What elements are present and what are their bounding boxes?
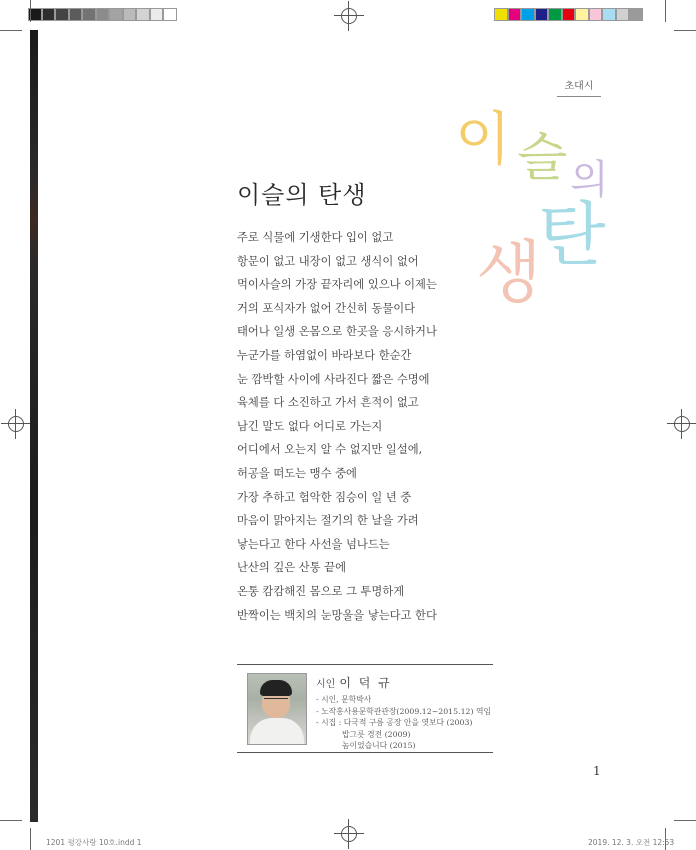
grayscale-swatch — [150, 8, 164, 21]
poem-line: 반짝이는 백치의 눈망울을 낳는다고 한다 — [237, 608, 437, 622]
color-bar — [494, 8, 643, 21]
grayscale-swatch — [42, 8, 56, 21]
color-swatch — [629, 8, 643, 21]
poem-line: 남긴 말도 없다 어디로 가는지 — [237, 419, 383, 433]
crop-mark — [674, 820, 696, 821]
poem-line: 눈 깜박할 사이에 사라진다 짧은 수명에 — [237, 372, 430, 386]
poem-line: 온통 캄캄해진 몸으로 그 투명하게 — [237, 584, 405, 598]
poem-line: 육체를 다 소진하고 가서 흔적이 없고 — [237, 396, 419, 410]
registration-mark-bottom — [338, 823, 360, 845]
grayscale-bar — [28, 8, 177, 21]
poem-line: 주로 식물에 기생한다 입이 없고 — [237, 231, 394, 244]
registration-mark-right — [671, 413, 693, 435]
poem-line: 허공을 떠도는 맹수 중에 — [237, 466, 357, 480]
crop-mark — [665, 0, 666, 22]
author-name-line — [316, 674, 392, 691]
decor-char-5: 생 — [476, 234, 542, 313]
grayscale-swatch — [163, 8, 177, 21]
color-swatch — [602, 8, 616, 21]
bio-line: - 시인, 문학박사 — [316, 695, 372, 704]
color-swatch — [494, 8, 508, 21]
grayscale-swatch — [69, 8, 83, 21]
decor-char-2: 슬 — [517, 128, 568, 188]
poem-title: 이슬의 탄생 — [237, 181, 367, 209]
crop-mark — [0, 820, 22, 821]
author-photo — [247, 673, 307, 745]
bio-book: 놈이었습니다 (2015) — [342, 741, 416, 750]
poem-line: 난산의 깊은 산통 끝에 — [237, 561, 346, 575]
color-swatch — [521, 8, 535, 21]
author-prefix: 시인 — [316, 679, 336, 690]
color-swatch — [575, 8, 589, 21]
crop-mark — [0, 30, 22, 31]
author-bottom-rule — [237, 752, 493, 753]
registration-mark-top — [338, 5, 360, 27]
decor-char-1: 이 — [455, 105, 512, 173]
grayscale-swatch — [136, 8, 150, 21]
bio-line: - 노작홍사용문학관관장(2009.12~2015.12) 역임 — [316, 706, 492, 716]
decor-char-3: 의 — [570, 157, 609, 203]
poem-line: 항문이 없고 내장이 없고 생식이 없어 — [237, 254, 419, 268]
author-name: 이 덕 규 — [339, 676, 392, 690]
poem-line: 낳는다고 한다 사선을 넘나드는 — [237, 537, 390, 551]
poem-line: 태어나 일생 온몸으로 한곳을 응시하거나 — [237, 325, 437, 339]
crop-mark — [30, 0, 31, 22]
author-top-rule — [237, 664, 493, 665]
slug-date: 2019. 12. 3. 오전 12:53 — [588, 838, 675, 847]
poem-line: 마음이 맑아지는 절기의 한 날을 가려 — [237, 514, 419, 528]
registration-mark-left — [5, 413, 27, 435]
color-swatch — [616, 8, 630, 21]
poem-line: 어디에서 오는지 알 수 없지만 일설에, — [237, 443, 423, 457]
poem-line: 가장 추하고 험악한 짐승이 일 년 중 — [237, 490, 412, 504]
bio-line: - 시집 : 다국적 구름 공장 안을 엿보다 (2003) — [316, 718, 473, 727]
color-swatch — [548, 8, 562, 21]
color-swatch — [562, 8, 576, 21]
left-bleed-strip — [30, 30, 38, 822]
slug-file: 1201 평강사랑 10호.indd 1 — [46, 838, 142, 847]
page-number: 1 — [593, 764, 601, 778]
crop-mark — [30, 828, 31, 850]
bio-book: 밥그릇 경전 (2009) — [342, 729, 411, 739]
poem-line: 거의 포식자가 없어 간신히 동물이다 — [237, 301, 416, 315]
grayscale-swatch — [82, 8, 96, 21]
poem-body — [237, 226, 537, 627]
poem-line: 먹이사슬의 가장 끝자리에 있으나 이제는 — [237, 278, 437, 292]
author-bio — [316, 694, 491, 752]
grayscale-swatch — [96, 8, 110, 21]
category-label: 초대시 — [557, 77, 601, 97]
crop-mark — [674, 30, 696, 31]
color-swatch — [508, 8, 522, 21]
poem-line: 누군가를 하염없이 바라보다 한순간 — [237, 348, 412, 362]
grayscale-swatch — [123, 8, 137, 21]
decor-char-4: 탄 — [538, 194, 606, 276]
grayscale-swatch — [55, 8, 69, 21]
grayscale-swatch — [109, 8, 123, 21]
color-swatch — [589, 8, 603, 21]
color-swatch — [535, 8, 549, 21]
